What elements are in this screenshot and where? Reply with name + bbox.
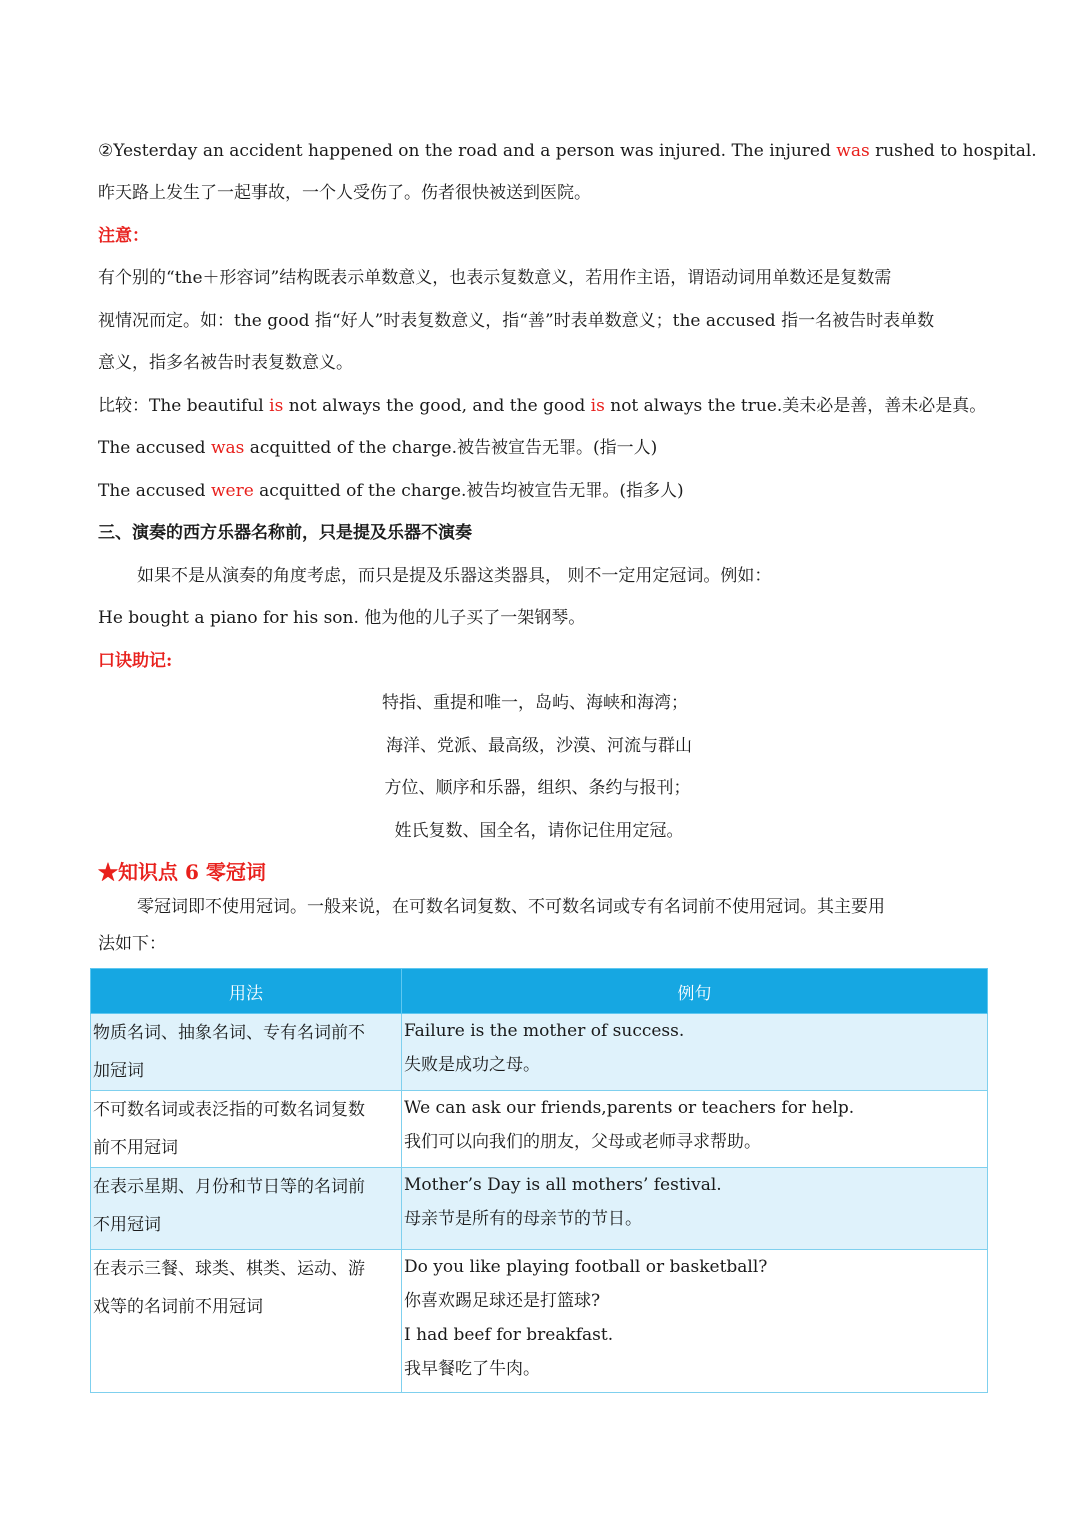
example-cell: Mother’s Day is all mothers’ festival. 母亲节是所有的母亲节的节日。	[402, 1168, 988, 1250]
usage-cell: 在表示三餐、球类、棋类、运动、游 戏等的名词前不用冠词	[91, 1250, 402, 1393]
mnemonic-line: 特指、重提和唯一，岛屿、海峡和海湾；	[382, 693, 688, 713]
note-line: 有个别的“the＋形容词”结构既表示单数意义，也表示复数意义，若用作主语，谓语动词用单数还是复数需	[98, 268, 892, 288]
compare-line: The accused were acquitted of the charge.被告均被宣告无罪。(指多人)	[98, 481, 684, 501]
section-body: 如果不是从演奏的角度考虑，而只是提及乐器这类器具， 则不一定用定冠词。例如：	[137, 566, 772, 586]
example-translation: 昨天路上发生了一起事故，一个人受伤了。伤者很快被送到医院。	[98, 183, 591, 203]
example-cell: Do you like playing football or basketball? 你喜欢踢足球还是打篮球? I had beef for breakfast. 我早餐吃了牛肉。	[402, 1250, 988, 1393]
note-line: 视情况而定。如：the good 指“好人”时表复数意义，指“善”时表单数意义；the accused 指一名被告时表单数	[98, 311, 935, 331]
header-usage: 用法	[91, 969, 402, 1014]
usage-cell: 物质名词、抽象名词、专有名词前不 加冠词	[91, 1014, 402, 1091]
table-row	[91, 1250, 988, 1393]
note-title: 注意：	[98, 226, 149, 246]
example-cell: Failure is the mother of success. 失败是成功之母。	[402, 1014, 988, 1091]
usage-cell: 不可数名词或表泛指的可数名词复数 前不用冠词	[91, 1091, 402, 1168]
knowledge-point-title: ★知识点 6 零冠词	[98, 860, 266, 884]
section-heading: 三、演奏的西方乐器名称前，只是提及乐器不演奏	[98, 523, 472, 543]
mnemonic-line: 方位、顺序和乐器，组织、条约与报刊；	[384, 778, 691, 798]
mnemonic-line: 姓氏复数、国全名，请你记住用定冠。	[394, 821, 684, 841]
example-sentence: ②Yesterday an accident happened on the road and a person was injured. The injured was rushed to hospital.	[98, 141, 1037, 161]
intro-line: 法如下：	[98, 934, 166, 954]
mnemonic-line: 海洋、党派、最高级，沙漠、河流与群山	[386, 736, 692, 756]
usage-cell: 在表示星期、月份和节日等的名词前 不用冠词	[91, 1168, 402, 1250]
mnemonic-title: 口诀助记:	[98, 651, 173, 671]
compare-line: The accused was acquitted of the charge.被告被宣告无罪。(指一人)	[98, 438, 658, 458]
intro-line: 零冠词即不使用冠词。一般来说，在可数名词复数、不可数名词或专有名词前不使用冠词。其主要用	[137, 897, 885, 917]
highlighted-verb: was	[836, 141, 870, 161]
table-row	[91, 1091, 988, 1168]
header-example: 例句	[402, 969, 988, 1014]
table-row	[91, 1014, 988, 1091]
compare-line: 比较：The beautiful is not always the good, and the good is not always the true.美未必是善，善未必是真。	[98, 396, 987, 416]
section-example: He bought a piano for his son. 他为他的儿子买了一架钢琴。	[98, 608, 586, 628]
table-row	[91, 1168, 988, 1250]
note-line: 意义，指多名被告时表复数意义。	[98, 353, 353, 373]
table-header-row	[91, 969, 988, 1014]
example-cell: We can ask our friends,parents or teachers for help. 我们可以向我们的朋友，父母或老师寻求帮助。	[402, 1091, 988, 1168]
usage-table	[90, 968, 988, 1393]
